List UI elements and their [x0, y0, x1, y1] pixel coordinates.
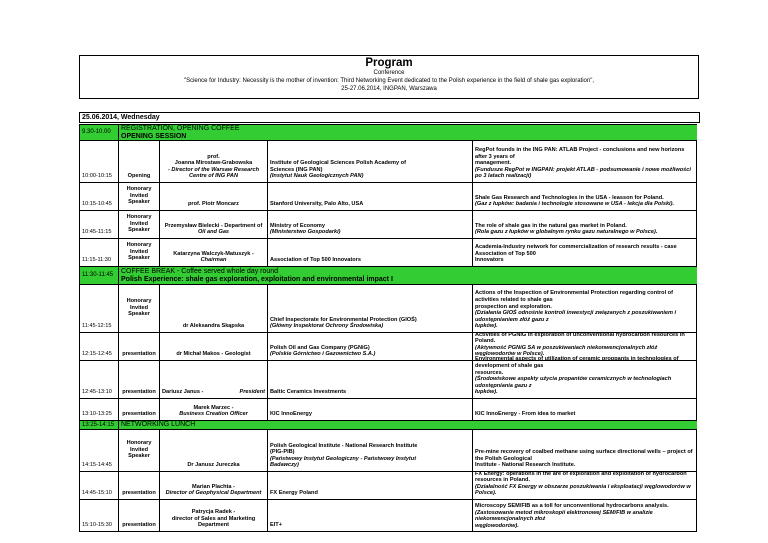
table-row: [80, 284, 697, 332]
speaker-cell: [160, 361, 268, 398]
time-cell: 11:45-12:15: [80, 285, 119, 332]
topic-text: Academia-Industry network for commercialization of research results - case Association of Top 500: [475, 244, 677, 257]
time-cell: 10:45-11:15: [80, 211, 119, 238]
topic-text: (Rola gazu z łupków w globalnym rynku gazu naturalnego w Polsce).: [475, 229, 658, 236]
speaker-cell: dr Michał Makos - Geologist: [160, 333, 268, 360]
organization-text: Sciences (ING PAN): [270, 166, 323, 173]
topic-text: FX Energy: operations in the are of exploration and exploitation of hydrocarbon resources in Poland.: [475, 470, 687, 484]
topic-text: Innovators: [475, 257, 504, 264]
program-header: [79, 55, 699, 99]
topic-text: Institute - National Research Institute.: [475, 462, 576, 469]
speaker-text: Dariusz Janus -: [162, 389, 204, 396]
speaker-text: Director of Geophysical Department: [165, 490, 262, 497]
time-cell: 14:15-14:45: [80, 430, 119, 471]
topic-text: łupków).: [475, 323, 498, 330]
time-cell: 9.30-10.00: [80, 125, 119, 140]
type-cell: Opening: [119, 141, 160, 182]
speaker-text: Marian Plachta -: [192, 483, 235, 490]
organization-text: Chief Inspectorate for Environmental Protection (GIOŚ): [270, 316, 417, 323]
time-cell: 13:10-13:25: [80, 399, 119, 420]
type-cell: [119, 211, 160, 238]
page-title: Program: [365, 57, 413, 69]
speaker-text: Business Creation Officer: [179, 411, 248, 418]
time-cell: 10:15-10:45: [80, 183, 119, 210]
speaker-text: Oil and Gas: [197, 229, 230, 236]
organization-text: Polish Oil and Gas Company (PGNiG): [270, 344, 370, 351]
type-text: Speaker: [128, 255, 150, 262]
topic-cell: [473, 285, 697, 332]
table-row: [80, 238, 697, 266]
type-text: Speaker: [128, 311, 150, 318]
organization-text: Polish Geological Institute - National Research Institute: [270, 442, 418, 449]
topic-text: (Gaz z łupków: badania i technologie stosowane w USA - lekcja dla Polski).: [475, 201, 675, 208]
topic-text: Microscopy SEM/FIB as a toll for unconventional hydrocarbons analysis.: [475, 503, 669, 509]
topic-text: (Zastosowanie metod mikroskopii elektronowej SEM/FIB w analizie niekonwencjonalnych złoż: [475, 509, 653, 523]
time-cell: 12:45-13:10: [80, 361, 119, 398]
table-row: [80, 420, 697, 429]
topic-cell: [473, 430, 697, 471]
time-cell: 11:15-11:30: [80, 239, 119, 266]
speaker-text: director of Sales and Marketing: [171, 515, 256, 522]
organization-text: Institute of Geological Sciences Polish Academy of: [270, 160, 406, 167]
speaker-cell: dr Aleksandra Skąpska: [160, 285, 268, 332]
topic-text: (Aktywność PGNiG SA w poszukiwaniach niekonwencjonalnych złóż węglowodorów w Polsce).: [475, 344, 658, 358]
type-cell: presentation: [119, 399, 160, 420]
topic-text: (Środowiskowe aspekty użycia propantów ceramicznych w technologiach udostępniania gazu z: [475, 376, 672, 389]
topic-text: The role of shale gas in the natural gas market in Poland.: [475, 222, 627, 229]
organization-text: (PIG-PIB): [270, 449, 295, 456]
speaker-text: Marek Marzec -: [193, 404, 234, 411]
time-cell: 13:25-14:15: [80, 421, 119, 429]
topic-text: (Działalność FX Energy w obszarze poszukiwania i eksploatacji węglowodorów w Polsce).: [475, 483, 691, 497]
session-label: OPENING SESSION: [121, 132, 187, 140]
type-cell: [119, 430, 160, 471]
topic-cell: [473, 472, 697, 499]
speaker-text: Chairman: [200, 257, 227, 264]
speaker-cell: [160, 239, 268, 266]
organization-text: (Polskie Górnictwo i Gazownictwo S.A.): [270, 351, 376, 358]
speaker-text: Department: [197, 522, 230, 529]
topic-text: Shale Gas Research and Technologies in the USA - leasson for Poland.: [475, 194, 664, 201]
type-text: Honorary Invited: [126, 186, 152, 199]
speaker-text: Patrycja Radek -: [191, 509, 236, 516]
type-text: Speaker: [128, 453, 150, 460]
organization-cell: [268, 211, 473, 238]
type-text: Honorary Invited: [126, 214, 152, 227]
topic-text: Pre-mine recovery of coalbed methane using surface directional wells – project of the Polish Geological: [475, 449, 693, 462]
organization-text: Badawczy): [270, 462, 299, 469]
speaker-text: President: [239, 389, 265, 396]
topic-text: prospection and exploration.: [475, 303, 552, 310]
organization-cell: [268, 285, 473, 332]
speaker-cell: [160, 399, 268, 420]
subtitle-conference: Conference: [373, 70, 405, 76]
organization-text: (Instytut Nauk Geologicznych PAN): [270, 173, 364, 180]
organization-cell: [268, 430, 473, 471]
time-cell: 11:30-11:45: [80, 267, 119, 284]
speaker-text: Przemysław Bielecki - Department of: [164, 222, 263, 229]
type-cell: presentation: [119, 472, 160, 499]
organization-cell: [268, 141, 473, 182]
table-row: [80, 266, 697, 284]
type-text: Speaker: [128, 227, 150, 234]
topic-text: (Działania GIOŚ odnośnie kontroli inwestycji związanych z poszukiwaniem i udostępnianiem złóż gazu z: [475, 310, 677, 323]
topic-text: (Fundusze RegPot w INGPAN: projekt ATLAB - podsumowanie i nowe możliwości po 3 latach realizacji): [475, 166, 691, 180]
speaker-text: prof.: [207, 153, 220, 160]
organization-cell: Stanford University, Palo Alto, USA: [268, 183, 473, 210]
type-cell: presentation: [119, 361, 160, 398]
organization-cell: FX Energy Poland: [268, 472, 473, 499]
time-cell: 12:15-12:45: [80, 333, 119, 360]
time-cell: 14:45-15:10: [80, 472, 119, 499]
topic-text: RegPot founds in the ING PAN: ATLAB Project - conclusions and new horizons after 3 years of: [475, 147, 685, 160]
topic-text: łupków).: [475, 389, 498, 396]
subtitle-event: "Science for Industry: Necessity is the mother of invention: Third Networking Event dedicated to the Polish experience in the field of shale gas exploration",: [183, 78, 595, 84]
speaker-cell: Dr Janusz Jureczka: [160, 430, 268, 471]
schedule-table: [79, 124, 697, 532]
table-row: [80, 356, 697, 398]
table-row: [80, 429, 697, 471]
table-row: [80, 471, 697, 499]
speaker-cell: prof. Piotr Moncarz: [160, 183, 268, 210]
topic-cell: [473, 356, 697, 398]
table-row: [80, 499, 697, 531]
subtitle-date-venue: 25-27.06.2014, INGPAN, Warszawa: [341, 86, 437, 92]
organization-cell: Association of Top 500 Innovators: [268, 239, 473, 266]
topic-cell: KIC InnoEnergy - From idea to market: [475, 411, 576, 418]
organization-text: Ministry of Economy: [270, 222, 326, 229]
table-row: [80, 124, 697, 140]
speaker-text: Katarzyna Walczyk-Matuszyk -: [173, 250, 254, 257]
type-text: Speaker: [128, 199, 150, 206]
speaker-cell: [160, 472, 268, 499]
organization-text: (Ministerstwo Gospodarki): [270, 229, 341, 236]
organization-text: (Państwowy Instytut Geologiczny - Państwowy Instytut: [270, 455, 417, 462]
table-row: [80, 140, 697, 182]
table-row: [80, 398, 697, 420]
topic-text: resources.: [475, 369, 504, 376]
topic-text: Activities of PGNiG in exploration of unconventional hydrocarbon resources in Poland.: [475, 331, 685, 345]
type-cell: [119, 183, 160, 210]
topic-cell: [473, 211, 697, 238]
speaker-text: Centre of ING PAN: [189, 173, 238, 180]
type-text: Honorary Invited: [126, 298, 152, 311]
time-cell: 10:00-10:15: [80, 141, 119, 182]
organization-cell: Baltic Ceramics Investments: [268, 361, 473, 398]
topic-cell: [473, 239, 697, 266]
coffee-break-label: COFFEE BREAK - Coffee served whole day round: [121, 267, 279, 275]
speaker-cell: [160, 500, 268, 531]
type-cell: presentation: [119, 500, 160, 531]
type-cell: presentation: [119, 333, 160, 360]
time-cell: 15:10-15:30: [80, 500, 119, 531]
topic-text: management.: [475, 160, 512, 167]
topic-cell: [473, 183, 697, 210]
type-text: Honorary Invited: [126, 242, 152, 255]
speaker-cell: [160, 141, 268, 182]
speaker-text: - Director of the Warsaw Research: [168, 166, 259, 173]
topic-text: Environmental aspects of utilization of ceramic proppants in technologies of development of shale gas: [475, 356, 679, 370]
organization-cell: KIC InnoEnergy: [268, 399, 473, 420]
type-cell: [119, 285, 160, 332]
speaker-cell: [160, 211, 268, 238]
type-text: Honorary Invited: [126, 440, 152, 453]
table-row: [80, 210, 697, 238]
registration-label: REGISTRATION, OPENING COFFEE: [121, 124, 240, 132]
organization-text: (Główny Inspektorat Ochrony Środowiska): [270, 323, 384, 330]
day-heading: 25.06.2014, Wednesday: [79, 112, 700, 123]
organization-cell: EIT+: [268, 500, 473, 531]
type-cell: [119, 239, 160, 266]
speaker-text: Joanna Mirostaw-Grabowska: [174, 160, 253, 167]
topic-cell: [473, 141, 697, 182]
session-label: Polish Experience: shale gas exploration, exploitation and environmental impact I: [121, 275, 393, 283]
topic-text: Actions of the Inspection of Environmental Protection regarding control of activities related to shale gas: [475, 290, 673, 304]
organization-cell: [268, 333, 473, 360]
table-row: [80, 182, 697, 210]
lunch-label: NETWORKING LUNCH: [121, 421, 196, 428]
topic-text: węglowodorów).: [475, 522, 519, 529]
topic-cell: [473, 500, 697, 531]
